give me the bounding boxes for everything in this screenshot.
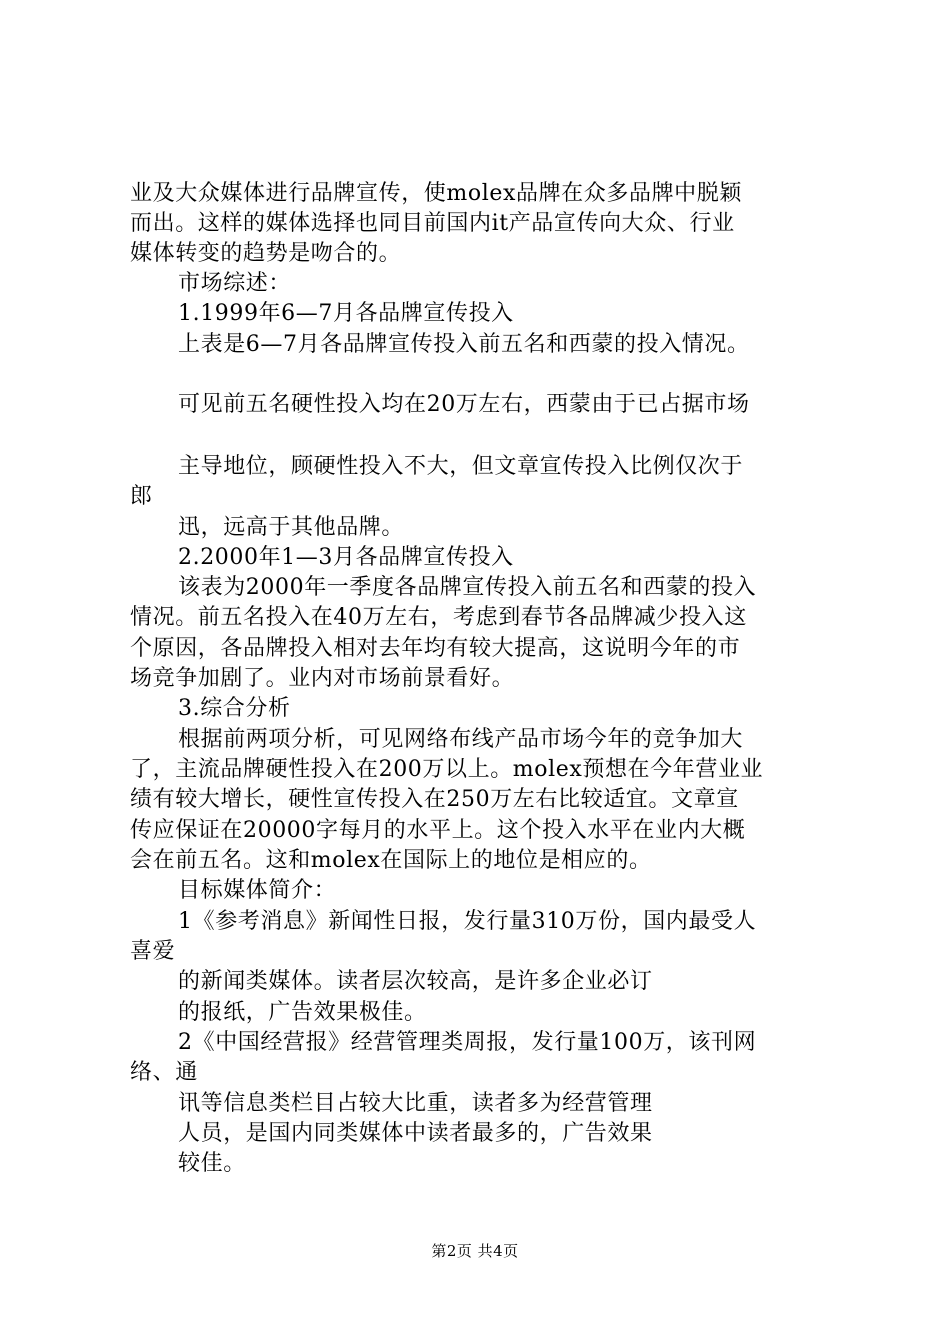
text-line: 该表为2000年一季度各品牌宣传投入前五名和西蒙的投入	[178, 575, 757, 600]
text-line: 个原因，各品牌投入相对去年均有较大提高，这说明今年的市	[130, 636, 741, 661]
section-heading: 1.1999年6—7月各品牌宣传投入	[178, 301, 514, 326]
text-line: 而出。这样的媒体选择也同目前国内it产品宣传向大众、行业	[130, 211, 735, 236]
section-heading: 市场综述：	[178, 271, 292, 296]
text-line: 的新闻类媒体。读者层次较高，是许多企业必订	[178, 969, 653, 994]
text-line: 迅，远高于其他品牌。	[178, 515, 405, 540]
text-line: 较佳。	[178, 1151, 246, 1176]
text-line: 可见前五名硬性投入均在20万左右，西蒙由于已占据市场	[178, 392, 750, 417]
page-number-footer: 第2页 共4页	[431, 1242, 519, 1260]
text-line: 会在前五名。这和molex在国际上的地位是相应的。	[130, 848, 652, 873]
text-line: 络、通	[130, 1060, 198, 1085]
text-line: 情况。前五名投入在40万左右，考虑到春节各品牌减少投入这	[130, 605, 747, 630]
text-line: 上表是6—7月各品牌宣传投入前五名和西蒙的投入情况。	[178, 332, 750, 357]
section-heading: 3.综合分析	[178, 696, 291, 721]
text-line: 绩有较大增长，硬性宣传投入在250万左右比较适宜。文章宣	[130, 787, 739, 812]
text-line: 讯等信息类栏目占较大比重，读者多为经营管理	[178, 1091, 653, 1116]
text-line: 场竞争加剧了。业内对市场前景看好。	[130, 666, 515, 691]
text-line: 媒体转变的趋势是吻合的。	[130, 241, 402, 266]
text-line: 传应保证在20000字每月的水平上。这个投入水平在业内大概	[130, 818, 746, 843]
text-line: 的报纸，广告效果极佳。	[178, 1000, 427, 1025]
text-line: 根据前两项分析，可见网络布线产品市场今年的竞争加大	[178, 727, 744, 752]
text-line: 业及大众媒体进行品牌宣传，使molex品牌在众多品牌中脱颖	[130, 181, 742, 206]
text-line: 人员，是国内同类媒体中读者最多的，广告效果	[178, 1121, 653, 1146]
text-line: 了，主流品牌硬性投入在200万以上。molex预想在今年营业业	[130, 757, 764, 782]
text-line: 主导地位，顾硬性投入不大，但文章宣传投入比例仅次于	[178, 454, 744, 479]
text-line: 郎	[130, 484, 153, 509]
text-line: 2《中国经营报》经营管理类周报，发行量100万，该刊网	[178, 1030, 757, 1055]
section-heading: 2.2000年1—3月各品牌宣传投入	[178, 545, 514, 570]
text-line: 喜爱	[130, 939, 176, 964]
text-line: 1《参考消息》新闻性日报，发行量310万份，国内最受人	[178, 909, 757, 934]
section-heading: 目标媒体简介：	[178, 878, 337, 903]
